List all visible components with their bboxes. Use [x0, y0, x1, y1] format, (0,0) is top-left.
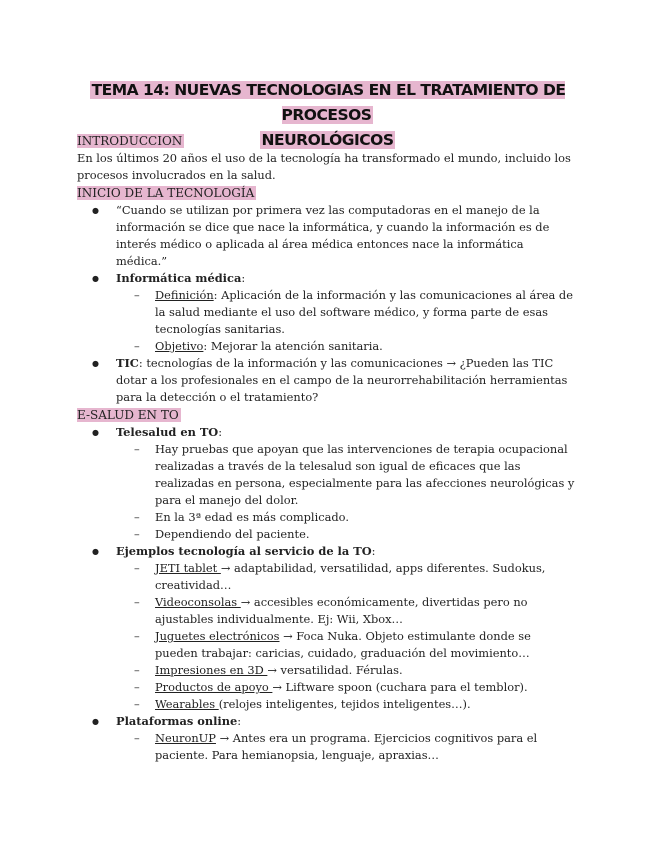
list-item-wearables: – Wearables (relojes inteligentes, tejidos inteligentes…).	[116, 696, 577, 713]
inicio-list	[77, 202, 577, 406]
list-item-neuronup: – NeuronUP → Antes era un programa. Ejercicios cognitivos para el paciente. Para hemianopsia, lenguaje, apraxias…	[116, 730, 577, 764]
list-item-informatica-medica: ● Informática médica: – Definición: Aplicación de la información y las comunicaciones al área de la salud mediante el uso del software médico, y forma parte de esas tecnologías sanitarias. – Objetivo: Mejorar la atención sanitaria.	[77, 270, 577, 355]
section-heading-introduccion: INTRODUCCION	[77, 134, 183, 148]
esalud-list	[77, 424, 577, 764]
ejemplos-label: Ejemplos tecnología al servicio de la TO	[116, 544, 372, 558]
intro-paragraph: En los últimos 20 años el uso de la tecnología ha transformado el mundo, incluido los procesos involucrados en la salud.	[77, 151, 571, 182]
list-item-telesalud: ● Telesalud en TO: – Hay pruebas que apoyan que las intervenciones de terapia ocupacional realizadas a través de la telesalud son igual de eficaces que las realizadas en persona, especialmente para las afecciones neurológicas y para el manejo del dolor. – En la 3ª edad es más complicado. – Dependiendo del paciente.	[77, 424, 577, 543]
list-item-objetivo: – Objetivo: Mejorar la atención sanitaria.	[116, 338, 577, 355]
neuronup-term: NeuronUP	[155, 731, 216, 745]
list-item-juguetes: – Juguetes electrónicos → Foca Nuka. Objeto estimulante donde se pueden trabajar: caricias, cuidado, graduación del movimiento…	[116, 628, 577, 662]
list-item-ejemplos: ● Ejemplos tecnología al servicio de la TO: – JETI tablet → adaptabilidad, versatilidad, apps diferentes. Sudokus, creatividad… – Videoconsolas → accesibles económicamente, divertidas pero no ajustables individualmente. Ej: Wii, Xbox… – Juguetes electrónicos → Foca Nuka. Objeto estimulante donde se pueden trabajar: caricias, cuidado, graduación del movimiento… – Impresiones en 3D → versatilidad. Férulas. – Productos de apoyo → Liftware spoon (cuchara para el temblor). – Wearables (relojes inteligentes, tejidos inteligentes…).	[77, 543, 577, 713]
list-item-productos-apoyo: – Productos de apoyo → Liftware spoon (cuchara para el temblor).	[116, 679, 577, 696]
section-heading-esalud: E-SALUD EN TO	[77, 408, 179, 422]
list-item-videoconsolas: – Videoconsolas → accesibles económicamente, divertidas pero no ajustables individualmente. Ej: Wii, Xbox…	[116, 594, 577, 628]
videoconsolas-term: Videoconsolas	[155, 595, 241, 609]
list-item: – Dependiendo del paciente.	[116, 526, 577, 543]
list-item-impresiones-3d: – Impresiones en 3D → versatilidad. Férulas.	[116, 662, 577, 679]
plataformas-sublist	[116, 730, 577, 764]
informatica-sublist	[116, 287, 577, 355]
impresiones-term: Impresiones en 3D	[155, 663, 268, 677]
list-item-jeti-tablet: – JETI tablet → adaptabilidad, versatilidad, apps diferentes. Sudokus, creatividad…	[116, 560, 577, 594]
list-item-definicion: – Definición: Aplicación de la información y las comunicaciones al área de la salud mediante el uso del software médico, y forma parte de esas tecnologías sanitarias.	[116, 287, 577, 338]
productos-term: Productos de apoyo	[155, 680, 273, 694]
list-item-tic: ● TIC: tecnologías de la información y las comunicaciones → ¿Pueden las TIC dotar a los profesionales en el campo de la neurorrehabilitación herramientas para la detección o el tratamiento?	[77, 355, 577, 406]
list-item: – Hay pruebas que apoyan que las intervenciones de terapia ocupacional realizadas a través de la telesalud son igual de eficaces que las realizadas en persona, especialmente para las afecciones neurológicas y para el manejo del dolor.	[116, 441, 577, 509]
objetivo-term: Objetivo	[155, 339, 204, 353]
definicion-term: Definición	[155, 288, 214, 302]
telesalud-label: Telesalud en TO	[116, 425, 219, 439]
juguetes-term: Juguetes electrónicos	[155, 629, 280, 643]
list-item: – En la 3ª edad es más complicado.	[116, 509, 577, 526]
title-line-2: NEUROLÓGICOS	[261, 131, 394, 149]
list-item-quote: ● “Cuando se utilizan por primera vez las computadoras en el manejo de la información se dice que nace la informática, y cuando la información es de interés médico o aplicada al área médica entonces nace la informática médica.”	[77, 202, 577, 270]
wearables-term: Wearables	[155, 697, 219, 711]
list-item-plataformas: ● Plataformas online: – NeuronUP → Antes era un programa. Ejercicios cognitivos para el paciente. Para hemianopsia, lenguaje, apraxias…	[77, 713, 577, 764]
ejemplos-sublist	[116, 560, 577, 713]
plataformas-label: Plataformas online	[116, 714, 238, 728]
document-body	[77, 132, 577, 764]
informatica-label: Informática médica	[116, 271, 242, 285]
section-heading-inicio: INICIO DE LA TECNOLOGÍA	[77, 186, 255, 200]
title-line-1: TEMA 14: NUEVAS TECNOLOGIAS EN EL TRATAMIENTO DE PROCESOS	[91, 81, 566, 124]
jeti-tablet-term: JETI tablet	[155, 561, 221, 575]
tic-label: TIC	[116, 356, 139, 370]
telesalud-sublist	[116, 441, 577, 543]
